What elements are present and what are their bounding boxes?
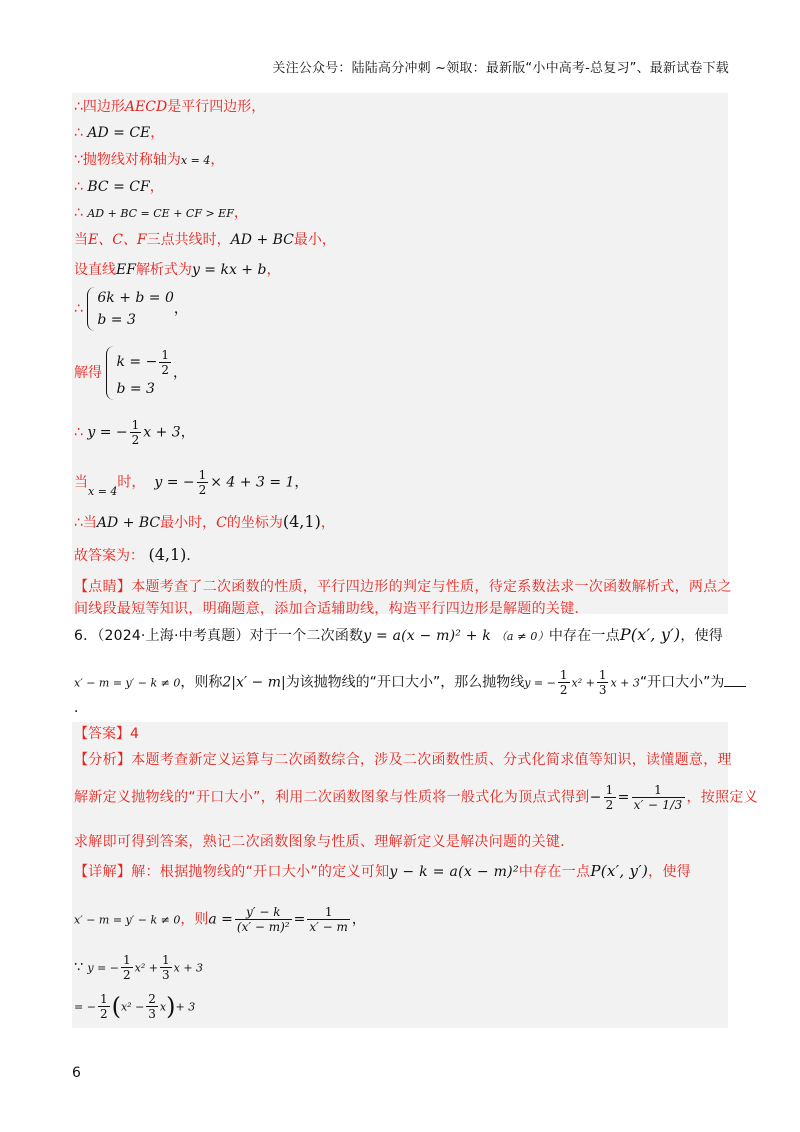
solution-line-12 [74,512,335,533]
fraction [597,668,609,697]
math: x = 4 [88,484,118,498]
text: 时， [117,474,146,491]
math: C [216,515,227,531]
fraction [121,953,133,982]
math: (4,1) [148,545,187,564]
text: ∵ [74,959,88,976]
numerator: 1 [559,668,568,682]
text: 的坐标为 [226,515,283,531]
numerator: 1 [99,992,108,1006]
math: + 3 [175,1000,196,1014]
math: 2|x′ − m| [222,674,286,691]
brace [106,346,114,400]
equation-row: b = 3 [116,381,155,397]
text: ∵抛物线对称轴为 [74,152,181,168]
text: ． [74,700,88,716]
fraction [235,905,292,934]
text: ， [294,474,309,491]
fraction [604,783,616,812]
page-number: 6 [72,1065,81,1081]
fraction [146,992,158,1021]
math: x² + [134,961,158,975]
equation-system [87,287,174,331]
math: （a ≠ 0） [495,630,549,643]
answer-blank [724,686,746,687]
solution-line-1 [74,97,265,117]
solution-line-10 [74,418,195,447]
math: AD + BC = CE + CF > EF [87,207,234,220]
equation-row: b = 3 [97,312,136,328]
math: x² − [120,1000,145,1014]
math: E、C、F [88,232,147,248]
tag: 【详解】 [74,864,132,880]
text: ， [173,301,188,317]
numerator: y′ − k [235,905,292,920]
text: “开口大小”为 [639,674,725,691]
text: 解得 [74,365,102,381]
fraction [307,905,350,934]
text: ，使得 [648,864,692,880]
math: × 4 + 3 = 1 [210,474,295,491]
tag: 【分析】 [74,752,132,768]
text: 解析式为 [135,262,192,278]
equation-row [116,346,173,378]
numerator: 1 [307,905,350,920]
math: = [293,911,306,928]
text: ， [351,911,366,928]
text: 求解即可得到答案，熟记二次函数图象与性质、理解新定义是解决问题的关键． [74,834,575,850]
solution-line-11 [74,468,308,497]
denominator: 2 [198,483,207,497]
text: ， [172,365,187,381]
math: x² + [571,676,595,690]
denominator: 3 [161,968,170,982]
math: BC = CF [87,179,150,195]
denominator: 3 [598,683,607,697]
math: y = kx + b [191,262,267,278]
denominator: x′ − m [309,920,348,934]
solution-line-2 [74,123,164,143]
solution-line-6 [74,230,336,250]
math: = [617,789,630,806]
text: 本题考查新定义运算与二次函数综合，涉及二次函数性质、分式化简求值等知识，读懂题意，理 [131,752,732,768]
denominator: x′ − 1/3 [633,798,683,812]
fraction [160,953,172,982]
text: 中存在一点 [548,628,620,644]
math: AD + BC [96,515,161,531]
fraction [558,668,570,697]
denominator: 2 [123,968,131,982]
text: ， [233,205,248,221]
text: 本题考查了二次函数的性质，平行四边形的判定与性质，待定系数法求一次函数解析式，两点之 [131,579,732,595]
math: x [159,1000,167,1014]
text: 为该抛物线的“开口大小”，那么抛物线 [285,674,525,691]
text: 解：根据抛物线的“开口大小”的定义可知 [131,864,390,880]
text: 最小时， [160,515,217,531]
answer-line-2 [74,750,732,770]
text: ∴ [74,301,83,317]
math: AD + BC [230,232,294,248]
text: 故答案为： [74,548,144,564]
answer-line-4 [74,832,575,852]
fraction [632,783,685,812]
numerator: 2 [148,992,156,1006]
text: 设直线 [74,262,116,278]
numerator: 1 [598,668,607,682]
fraction [197,468,209,497]
math: y = − [87,961,120,975]
denominator: (x′ − m)² [236,920,290,934]
solution-line-3 [74,150,224,171]
solution-line-7 [74,260,280,280]
text: 中存在一点 [518,864,591,880]
equation-row: 6k + b = 0 [97,290,174,306]
math: x + 3 [610,676,640,690]
text: 解新定义抛物线的“开口大小”，利用二次函数图象与性质将一般式化为顶点式得到 [74,789,590,806]
question-line-2 [74,668,746,697]
text: 6．（2024·上海·中考真题）对于一个二次函数 [74,628,364,644]
answer-line-6 [74,905,366,934]
text: ∴ [74,179,88,195]
solution-line-9 [74,346,187,400]
numerator: 1 [161,347,169,362]
denominator: 3 [148,1007,156,1021]
text: ∴ [74,125,88,141]
text: 三点共线时， [146,232,231,248]
denominator: 2 [161,362,169,377]
text: ， [266,262,281,278]
text: ， [320,515,335,531]
text: 4 [130,726,139,742]
tag: 【答案】 [74,726,130,742]
math: P(x′, y′) [619,625,681,644]
text: ∴ [74,424,88,441]
math: x = 4 [180,154,211,167]
answer-line-5 [74,861,691,882]
text: ． [186,548,201,564]
text: 当 [74,474,88,491]
page-header: 关注公众号：陆陆高分冲刺 ~领取：最新版“小中高考-总复习”、最新试卷下载 [272,61,729,76]
math: P(x′, y′) [590,862,649,880]
math: (4,1) [282,512,321,531]
denominator: 2 [99,1007,108,1021]
text: 间线段最短等知识，明确题意，添加合适辅助线，构造平行四边形是解题的关键． [74,601,589,617]
numerator: 1 [632,783,685,798]
solution-line-5 [74,203,248,224]
solution-line-15 [74,599,589,619]
text: ∴四边形 [74,99,125,115]
math: x + 3 [173,961,204,975]
answer-line-8: = − $\frac{1}{2}$ (x² − $\frac{2}{3}$ x)+ 3 [74,992,196,1021]
math: AECD [124,99,168,115]
text: ，则 [180,911,209,928]
solution-line-8 [74,287,188,331]
text: ， [150,125,165,141]
text: ， [180,424,195,441]
math: EF [116,262,136,278]
text: ， [149,179,164,195]
math: x′ − m = y′ − k ≠ 0 [74,913,181,927]
brace [87,287,95,331]
answer-line-3: 解新定义抛物线的“开口大小”，利用二次函数图象与性质将一般式化为顶点式得到− $\frac{1}{2}$ = $\frac{1}{x' - 1/3}$ ，按照定义 [74,783,758,812]
math: y − k = a(x − m)² [389,864,519,880]
math: x + 3 [143,424,181,441]
math: x′ − m = y′ − k ≠ 0 [74,676,181,690]
numerator: 1 [123,953,131,967]
solution-line-4 [74,177,164,197]
numerator: 1 [605,783,614,797]
denominator: 2 [131,433,140,447]
denominator: 2 [605,798,614,812]
math: y = − [154,474,195,491]
text: ，则称 [180,674,223,691]
text: 是平行四边形， [167,99,266,115]
solution-line-14 [74,577,732,597]
numerator: 1 [161,953,170,967]
question-line-1 [74,625,723,647]
denominator: 2 [559,683,568,697]
fraction [159,348,171,377]
math: = − [74,1000,96,1014]
fraction [130,418,142,447]
math: y = − [524,676,556,690]
math: a = [208,911,233,928]
math: k = − [116,354,158,370]
answer-line-1 [74,724,139,744]
numerator: 1 [198,468,207,482]
text: ∴ [74,205,88,221]
text: ，使得 [680,628,723,644]
text: 当 [74,232,88,248]
text: ，按照定义 [686,789,758,806]
tag: 【点睛】 [74,579,132,595]
numerator: 1 [131,418,140,432]
question-line-3 [74,698,88,718]
fraction [98,992,110,1021]
solution-line-13 [74,545,200,566]
math: y = − [87,424,128,441]
text: ， [210,152,225,168]
answer-line-7 [74,953,203,982]
text: 最小， [293,232,336,248]
math: y = a(x − m)² + k [363,628,491,644]
equation-system [106,346,173,400]
text: ∴当 [74,515,97,531]
math: AD = CE [87,125,151,141]
